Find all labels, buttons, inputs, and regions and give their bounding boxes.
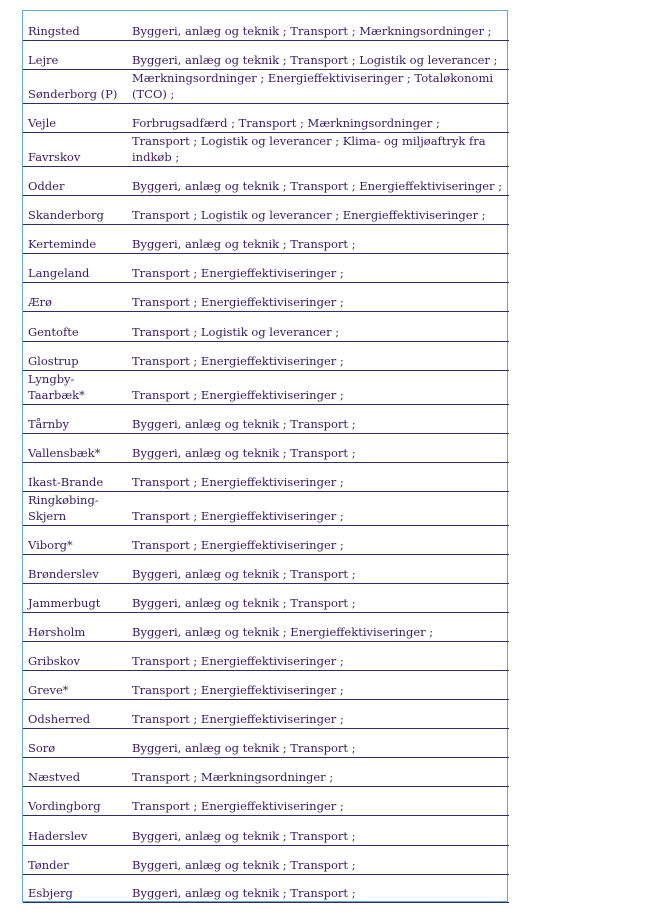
table-row	[23, 671, 509, 700]
municipality-cell: Odsherred	[28, 712, 91, 726]
municipality-cell: Odder	[28, 179, 65, 193]
category-cell: Forbrugsadfærd ; Transport ; Mærkningsordninger ;	[132, 116, 440, 130]
municipality-cell: Lejre	[28, 53, 59, 67]
municipality-cell: Gribskov	[28, 654, 81, 668]
municipality-cell: Sorø	[28, 741, 56, 755]
municipality-cell: Vallensbæk*	[28, 446, 101, 460]
category-cell: Transport ; Logistik og leverancer ; Energieffektiviseringer ;	[132, 208, 486, 222]
category-cell: Byggeri, anlæg og teknik ; Transport ; Energieffektiviseringer ;	[132, 179, 503, 193]
category-cell: Byggeri, anlæg og teknik ; Transport ; Logistik og leverancer ;	[132, 53, 498, 67]
table-row	[23, 555, 509, 584]
table-row	[23, 225, 509, 254]
table-row	[23, 787, 509, 816]
category-cell: Mærkningsordninger ; Energieffektiviseringer ; Totaløkonomi (TCO) ;	[132, 71, 494, 101]
municipality-cell: Ærø	[28, 295, 52, 309]
municipality-cell: Kerteminde	[28, 237, 97, 251]
category-cell: Byggeri, anlæg og teknik ; Transport ;	[132, 741, 356, 755]
table-row	[23, 758, 509, 787]
municipality-cell: Ringsted	[28, 24, 80, 38]
municipality-cell: Ringkøbing-Skjern	[28, 493, 99, 523]
category-cell: Transport ; Energieffektiviseringer ;	[132, 683, 344, 697]
municipality-cell: Hørsholm	[28, 625, 86, 639]
category-cell: Transport ; Mærkningsordninger ;	[132, 770, 334, 784]
municipality-cell: Næstved	[28, 770, 81, 784]
municipality-cell: Jammerbugt	[28, 596, 101, 610]
municipality-cell: Tønder	[28, 858, 69, 872]
table-row	[23, 816, 509, 846]
municipality-cell: Skanderborg	[28, 208, 104, 222]
category-cell: Byggeri, anlæg og teknik ; Transport ; Mærkningsordninger ;	[132, 24, 492, 38]
category-cell: Byggeri, anlæg og teknik ; Transport ;	[132, 858, 356, 872]
table-row	[23, 371, 509, 405]
category-cell: Byggeri, anlæg og teknik ; Transport ;	[132, 596, 356, 610]
category-cell: Transport ; Energieffektiviseringer ;	[132, 712, 344, 726]
category-cell: Transport ; Energieffektiviseringer ;	[132, 509, 344, 523]
table-row	[23, 405, 509, 434]
table-row	[23, 133, 509, 167]
table-row	[23, 254, 509, 283]
table-row	[23, 613, 509, 642]
table-row	[23, 526, 509, 555]
municipality-cell: Favrskov	[28, 150, 81, 164]
category-cell: Transport ; Energieffektiviseringer ;	[132, 388, 344, 402]
category-cell: Byggeri, anlæg og teknik ; Transport ;	[132, 829, 356, 843]
municipality-cell: Tårnby	[28, 417, 69, 431]
municipality-cell: Ikast-Brande	[28, 475, 104, 489]
table-row	[23, 41, 509, 70]
municipality-cell: Brønderslev	[28, 567, 99, 581]
table-row	[23, 70, 509, 104]
municipality-cell: Gentofte	[28, 325, 79, 339]
municipality-cell: Sønderborg (P)	[28, 87, 118, 101]
table-row	[23, 875, 509, 903]
category-cell: Byggeri, anlæg og teknik ; Transport ;	[132, 446, 356, 460]
category-cell: Byggeri, anlæg og teknik ; Transport ;	[132, 567, 356, 581]
category-cell: Transport ; Logistik og leverancer ;	[132, 325, 340, 339]
table-row	[23, 434, 509, 463]
table-row	[23, 729, 509, 758]
category-cell: Byggeri, anlæg og teknik ; Transport ;	[132, 237, 356, 251]
category-cell: Transport ; Energieffektiviseringer ;	[132, 295, 344, 309]
category-cell: Transport ; Energieffektiviseringer ;	[132, 354, 344, 368]
table-row	[23, 846, 509, 875]
table-row	[23, 463, 509, 492]
table-row	[23, 492, 509, 526]
table-row	[23, 342, 509, 371]
table-row	[23, 167, 509, 196]
category-cell: Transport ; Energieffektiviseringer ;	[132, 799, 344, 813]
category-cell: Byggeri, anlæg og teknik ; Energieffektiviseringer ;	[132, 625, 434, 639]
municipality-cell: Vejle	[28, 116, 57, 130]
municipality-cell: Vordingborg	[28, 799, 101, 813]
municipality-cell: Greve*	[28, 683, 69, 697]
category-cell: Transport ; Energieffektiviseringer ;	[132, 654, 344, 668]
category-cell: Transport ; Energieffektiviseringer ;	[132, 538, 344, 552]
category-cell: Byggeri, anlæg og teknik ; Transport ;	[132, 886, 356, 900]
table-row	[23, 11, 509, 41]
municipality-table	[22, 10, 508, 902]
municipality-cell: Haderslev	[28, 829, 88, 843]
municipality-cell: Lyngby-Taarbæk*	[28, 372, 85, 402]
municipality-cell: Esbjerg	[28, 886, 73, 900]
table-row	[23, 642, 509, 671]
municipality-cell: Glostrup	[28, 354, 79, 368]
table-row	[23, 196, 509, 225]
table-row	[23, 584, 509, 613]
category-cell: Transport ; Energieffektiviseringer ;	[132, 475, 344, 489]
category-cell: Transport ; Energieffektiviseringer ;	[132, 266, 344, 280]
municipality-cell: Langeland	[28, 266, 90, 280]
table-row	[23, 283, 509, 312]
municipality-cell: Viborg*	[28, 538, 73, 552]
category-cell: Transport ; Logistik og leverancer ; Klima- og miljøaftryk fra indkøb ;	[132, 134, 486, 164]
table-row	[23, 700, 509, 729]
table-row	[23, 312, 509, 342]
category-cell: Byggeri, anlæg og teknik ; Transport ;	[132, 417, 356, 431]
table-row	[23, 104, 509, 133]
